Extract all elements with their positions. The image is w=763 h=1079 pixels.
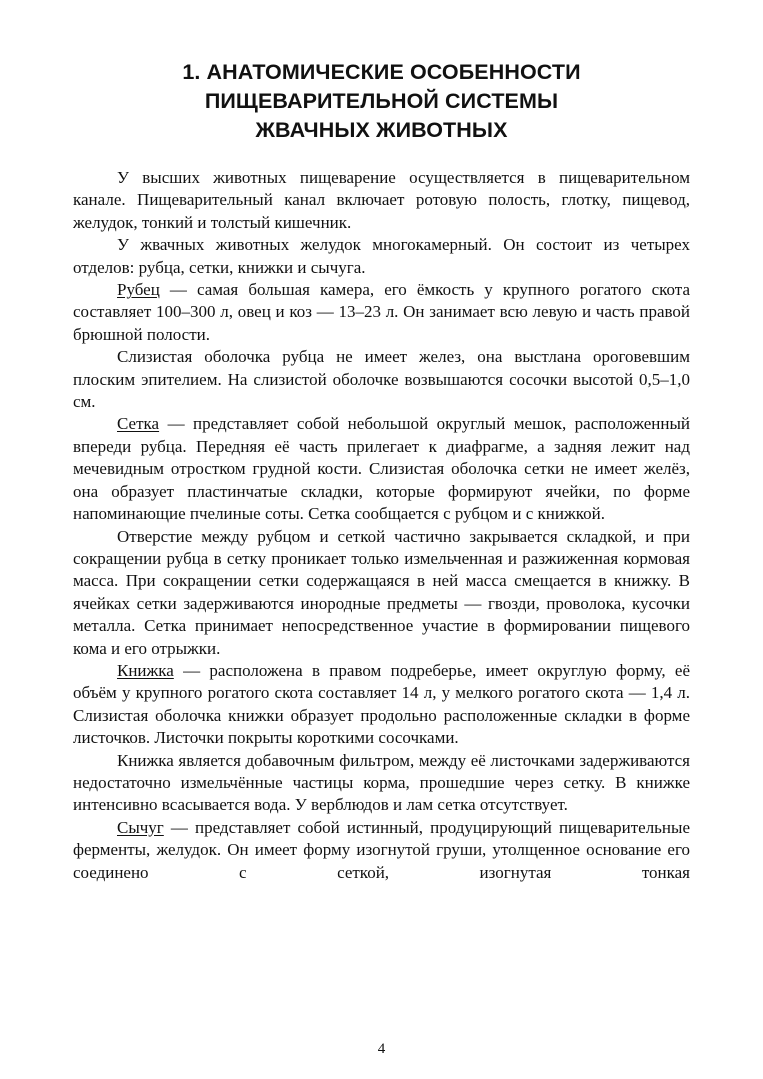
paragraph-abomasum bbox=[73, 817, 690, 884]
body-text bbox=[73, 167, 690, 884]
term-rumen: Рубец bbox=[117, 280, 160, 300]
paragraph-omasum bbox=[73, 660, 690, 750]
term-reticulum: Сетка bbox=[117, 414, 160, 434]
chapter-title-line-2: ПИЩЕВАРИТЕЛЬНОЙ СИСТЕМЫ bbox=[204, 89, 559, 113]
paragraph-abomasum-text: — представляет собой истинный, продуцирующий пищеварительные ферменты, желудок. Он имеет форму изогнутой груши, утолщенное основание его соединено с сеткой, изогнутая тонкая bbox=[73, 817, 690, 882]
term-abomasum: Сычуг bbox=[117, 817, 164, 837]
term-omasum: Книжка bbox=[117, 660, 174, 680]
document-page bbox=[73, 58, 690, 884]
paragraph-reticulum-function: Отверстие между рубцом и сеткой частично закрывается складкой, и при сокращении рубца в сетку проникает только измельченная и разжиженная кормовая масса. При сокращении сетки содержащаяся в ней масса смещается в книжку. В ячейках сетки задерживаются инородные предметы — гвозди, проволока, кусочки металла. Сетка принимает непосредственное участие в формировании пищевого кома и его отрыжки. bbox=[73, 526, 690, 658]
paragraph-digestion-intro: У высших животных пищеварение осуществляется в пищеварительном канале. Пищеварительный канал включает ротовую полость, глотку, пищевод, желудок, тонкий и толстый кишечник. bbox=[73, 168, 690, 232]
paragraph-rumen bbox=[73, 279, 690, 346]
chapter-title-line-1: 1. АНАТОМИЧЕСКИЕ ОСОБЕННОСТИ bbox=[182, 60, 581, 84]
paragraph-rumen-text: — самая большая камера, его ёмкость у крупного рогатого скота составляет 100–300 л, овец и коз — 13–23 л. Он занимает всю левую и часть правой брюшной полости. bbox=[73, 280, 690, 344]
paragraph-rumen-mucosa: Слизистая оболочка рубца не имеет желез, она выстлана ороговевшим плоским эпителием. На слизистой оболочке возвышаются сосочки высотой 0,5–1,0 см. bbox=[73, 347, 690, 412]
paragraph-omasum-function: Книжка является добавочным фильтром, между её листочками задерживаются недостаточно измельчённые частицы корма, прошедшие через сетку. В книжке интенсивно всасывается вода. У верблюдов и лам сетка отсутствует. bbox=[73, 750, 690, 815]
paragraph-reticulum-text: — представляет собой небольшой округлый мешок, расположенный впереди рубца. Передняя её часть прилегает к диафрагме, а задняя лежит над мечевидным отростком грудной кости. Слизистая оболочка сетки не имеет желёз, она образует пластинчатые складки, которые формируют ячейки, по форме напоминающие пчелиные соты. Сетка сообщается с рубцом и с книжкой. bbox=[73, 414, 690, 524]
page-number: 4 bbox=[377, 1041, 386, 1057]
chapter-title-line-3: ЖВАЧНЫХ ЖИВОТНЫХ bbox=[255, 118, 508, 142]
chapter-title bbox=[73, 58, 690, 145]
paragraph-omasum-text: — расположена в правом подреберье, имеет округлую форму, её объём у крупного рогатого скота составляет 14 л, у мелкого рогатого скота — 1,4 л. Слизистая оболочка книжки образует продольно расположенные складки в форме листочков. Листочки покрыты короткими сосочками. bbox=[73, 660, 690, 748]
paragraph-stomach-sections: У жвачных животных желудок многокамерный. Он состоит из четырех отделов: рубца, сетки, книжки и сычуга. bbox=[73, 235, 690, 277]
paragraph-reticulum bbox=[73, 413, 690, 525]
